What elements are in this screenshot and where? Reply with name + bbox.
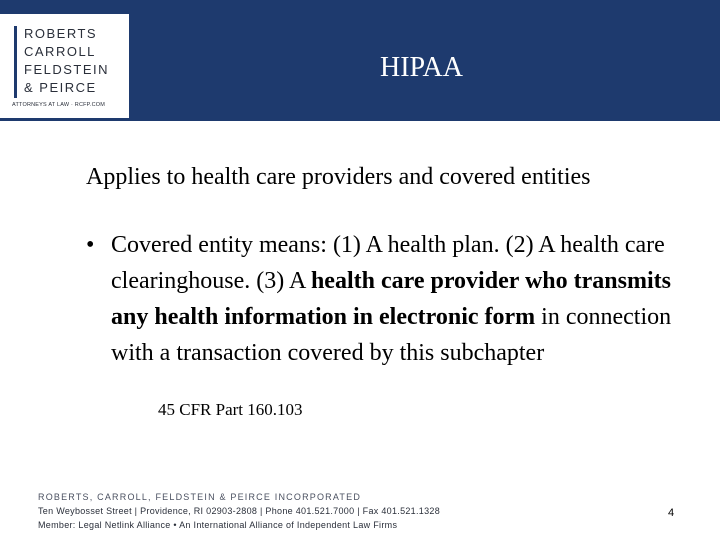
logo-accent-rule bbox=[14, 26, 17, 98]
bullet-marker: • bbox=[86, 232, 95, 258]
bullet-text-part2: in connection with a transaction covered by this subchapter bbox=[111, 304, 672, 366]
bullet-text-bold: health care provider who transmits any health information in electronic form bbox=[111, 268, 671, 330]
bullet-item bbox=[86, 227, 686, 371]
footer-address: Ten Weybosset Street | Providence, RI 02903-2808 | Phone 401.521.7000 | Fax 401.521.1328 bbox=[38, 506, 441, 516]
logo-line-2: CARROLL bbox=[24, 44, 96, 59]
logo-tagline: ATTORNEYS AT LAW · RCFP.COM bbox=[12, 102, 106, 108]
footer-firm-name: ROBERTS, CARROLL, FELDSTEIN & PEIRCE INCORPORATED bbox=[38, 492, 362, 502]
logo-line-3: FELDSTEIN bbox=[24, 62, 110, 77]
logo-line-1: ROBERTS bbox=[24, 26, 98, 41]
bullet-text bbox=[111, 227, 686, 371]
slide-title: HIPAA bbox=[380, 52, 463, 83]
bullet-text-part1: Covered entity means: (1) A health plan. (2) A health care clearinghouse. (3) A bbox=[111, 232, 665, 294]
footer-member: Member: Legal Netlink Alliance • An International Alliance of Independent Law Firms bbox=[38, 520, 398, 530]
logo-line-4: & PEIRCE bbox=[24, 80, 97, 95]
citation: 45 CFR Part 160.103 bbox=[158, 400, 303, 419]
intro-text: Applies to health care providers and covered entities bbox=[86, 164, 591, 190]
page-number: 4 bbox=[668, 507, 675, 519]
firm-logo bbox=[0, 14, 129, 118]
